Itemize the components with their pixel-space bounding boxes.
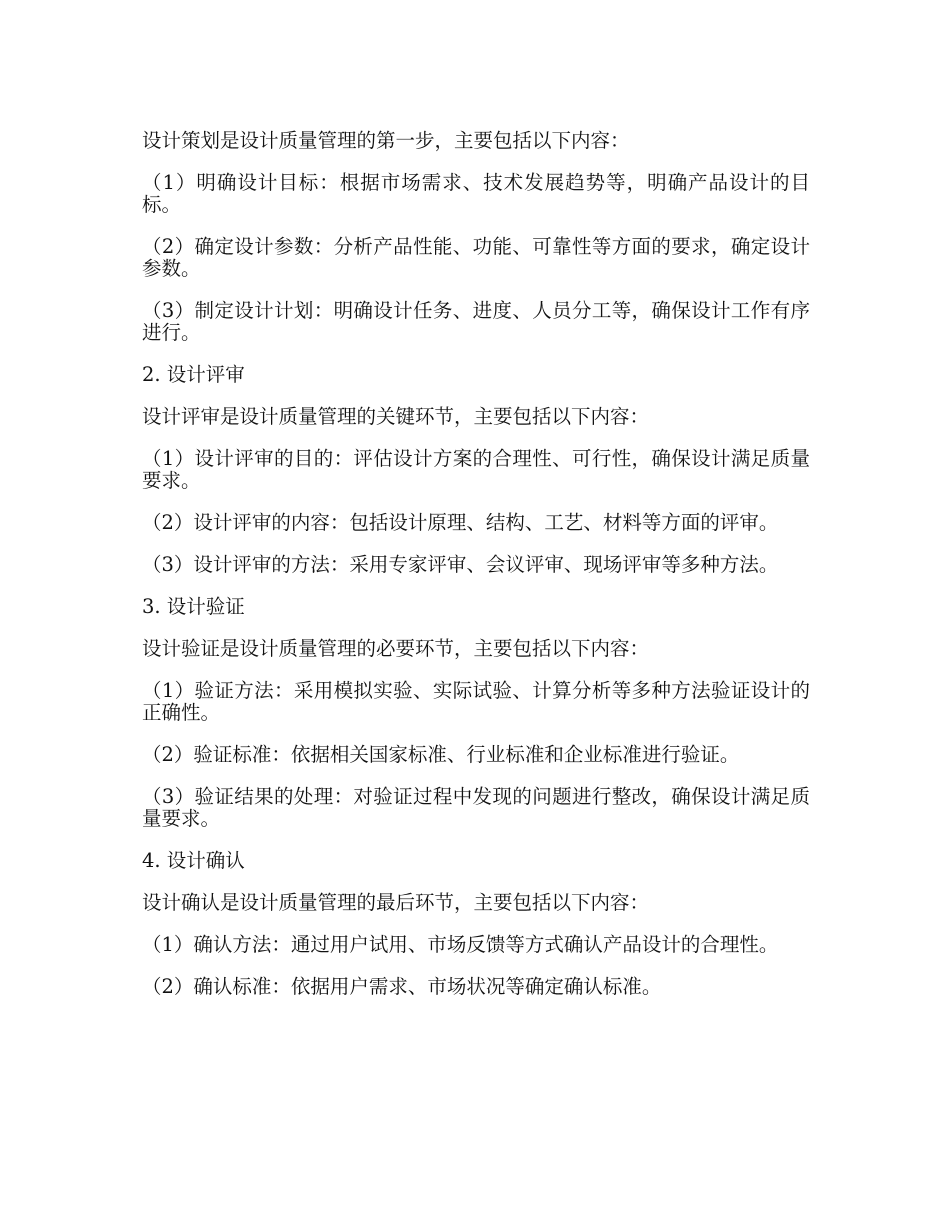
section-heading-design-confirmation: 4. 设计确认 xyxy=(142,849,245,872)
paragraph-intro-verification: 设计验证是设计质量管理的必要环节，主要包括以下内容： xyxy=(142,637,650,660)
paragraph-review-item-1: （1）设计评审的目的：评估设计方案的合理性、可行性，确保设计满足质量要求。 xyxy=(142,447,810,492)
paragraph-planning-item-3: （3）制定设计计划：明确设计任务、进度、人员分工等，确保设计工作有序进行。 xyxy=(142,299,810,344)
paragraph-verification-item-1: （1）验证方法：采用模拟实验、实际试验、计算分析等多种方法验证设计的正确性。 xyxy=(142,679,810,724)
section-heading-design-review: 2. 设计评审 xyxy=(142,363,245,386)
paragraph-intro-confirmation: 设计确认是设计质量管理的最后环节，主要包括以下内容： xyxy=(142,891,650,914)
paragraph-planning-item-1: （1）明确设计目标：根据市场需求、技术发展趋势等，明确产品设计的目标。 xyxy=(142,171,810,216)
paragraph-planning-item-2: （2）确定设计参数：分析产品性能、功能、可靠性等方面的要求，确定设计参数。 xyxy=(142,235,810,280)
section-heading-design-verification: 3. 设计验证 xyxy=(142,595,245,618)
paragraph-confirmation-item-1: （1）确认方法：通过用户试用、市场反馈等方式确认产品设计的合理性。 xyxy=(142,933,779,956)
paragraph-verification-item-2: （2）验证标准：依据相关国家标准、行业标准和企业标准进行验证。 xyxy=(142,743,740,766)
paragraph-intro-review: 设计评审是设计质量管理的关键环节，主要包括以下内容： xyxy=(142,405,650,428)
paragraph-review-item-3: （3）设计评审的方法：采用专家评审、会议评审、现场评审等多种方法。 xyxy=(142,553,779,576)
paragraph-verification-item-3: （3）验证结果的处理：对验证过程中发现的问题进行整改，确保设计满足质量要求。 xyxy=(142,785,810,830)
paragraph-confirmation-item-2: （2）确认标准：依据用户需求、市场状况等确定确认标准。 xyxy=(142,975,662,998)
document-body xyxy=(142,130,810,1018)
paragraph-review-item-2: （2）设计评审的内容：包括设计原理、结构、工艺、材料等方面的评审。 xyxy=(142,511,779,534)
paragraph-intro-planning: 设计策划是设计质量管理的第一步，主要包括以下内容： xyxy=(142,129,630,152)
